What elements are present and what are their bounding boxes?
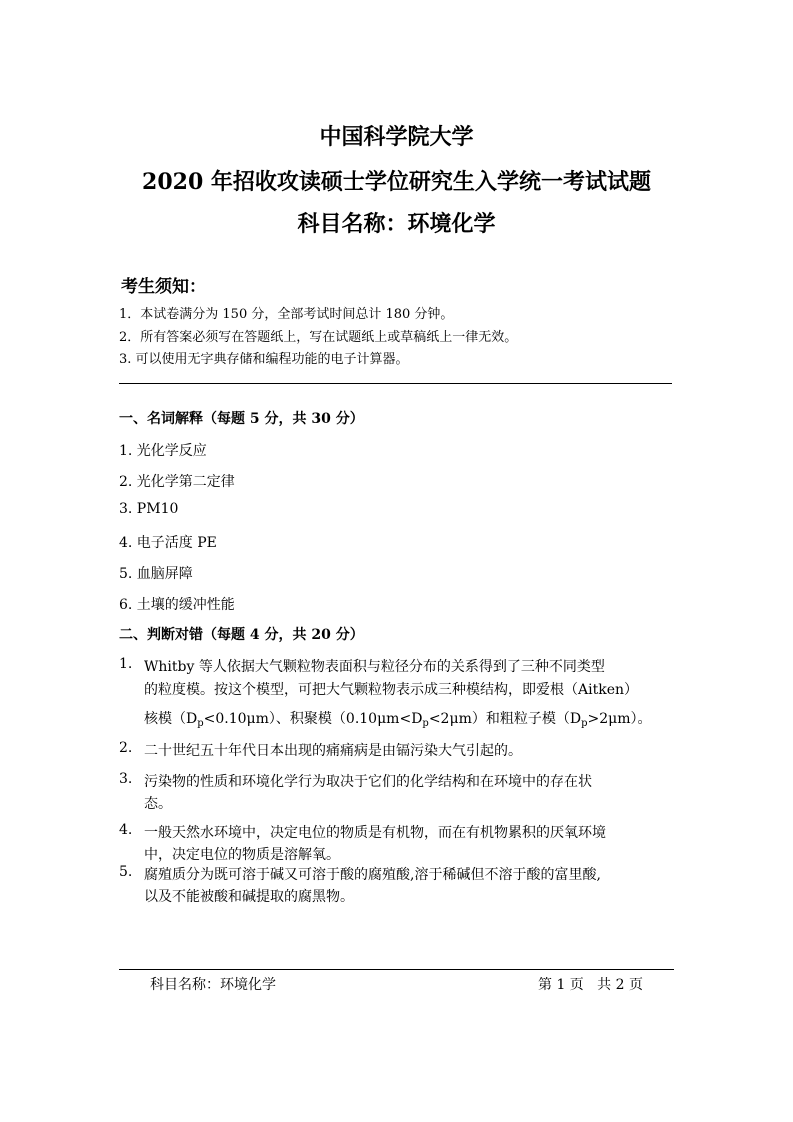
subject-title: 科目名称：环境化学	[297, 211, 496, 237]
term-item: 3. PM10	[119, 501, 179, 517]
question-number: 4.	[119, 822, 133, 838]
text-segment: 核模（D	[144, 711, 198, 727]
subscript: p	[422, 718, 429, 729]
notice-heading: 考生须知：	[121, 277, 206, 297]
notice-item: 1．本试卷满分为 150 分，全部考试时间总计 180 分钟。	[119, 307, 454, 322]
footer-pagination	[538, 974, 643, 994]
section-heading: 二、判断对错（每题 4 分，共 20 分）	[119, 627, 364, 643]
term-item: 2. 光化学第二定律	[119, 474, 235, 490]
term-item: 5. 血脑屏障	[119, 566, 193, 582]
question-text	[144, 708, 652, 729]
page-number: 第 1 页	[538, 977, 584, 993]
text-segment: >2μm）。	[587, 711, 652, 727]
page-total: 共 2 页	[597, 977, 643, 993]
footer-subject: 科目名称：环境化学	[150, 977, 276, 993]
question-text: 态。	[144, 796, 172, 812]
text-segment: <0.10μm）、积聚模（0.10μm<D	[203, 711, 423, 727]
term-item: 4. 电子活度 PE	[119, 535, 217, 551]
question-number: 5.	[119, 864, 133, 880]
divider	[119, 383, 672, 384]
term-item: 6. 土壤的缓冲性能	[119, 597, 235, 613]
subscript: p	[581, 718, 588, 729]
footer-divider	[119, 969, 674, 970]
notice-item: 2．所有答案必须写在答题纸上，写在试题纸上或草稿纸上一律无效。	[119, 330, 518, 345]
question-text: 的粒度模。按这个模型，可把大气颗粒物表示成三种模结构，即爱根（Aitken）	[144, 682, 638, 698]
question-text: 以及不能被酸和碱提取的腐黑物。	[144, 889, 354, 905]
question-text: 腐殖质分为既可溶于碱又可溶于酸的腐殖酸,溶于稀碱但不溶于酸的富里酸,	[144, 867, 601, 883]
question-text: 中，决定电位的物质是溶解氧。	[144, 847, 340, 863]
question-number: 3.	[119, 771, 133, 787]
notice-item: 3. 可以使用无字典存储和编程功能的电子计算器。	[119, 352, 409, 367]
text-segment: <2μm）和粗粒子模（D	[428, 711, 582, 727]
university-title: 中国科学院大学	[319, 124, 474, 150]
question-text: 一般天然水环境中，决定电位的物质是有机物，而在有机物累积的厌氧环境	[144, 825, 606, 841]
question-text: 二十世纪五十年代日本出现的痛痛病是由镉污染大气引起的。	[144, 743, 522, 759]
exam-title: 2020 年招收攻读硕士学位研究生入学统一考试试题	[142, 169, 651, 195]
question-number: 2.	[119, 740, 133, 756]
question-text: Whitby 等人依据大气颗粒物表面积与粒径分布的关系得到了三种不同类型	[144, 659, 605, 675]
question-number: 1.	[119, 656, 133, 672]
subscript: p	[197, 718, 204, 729]
term-item: 1. 光化学反应	[119, 443, 207, 459]
question-text: 污染物的性质和环境化学行为取决于它们的化学结构和在环境中的存在状	[144, 774, 592, 790]
section-heading: 一、名词解释（每题 5 分，共 30 分）	[119, 411, 364, 427]
